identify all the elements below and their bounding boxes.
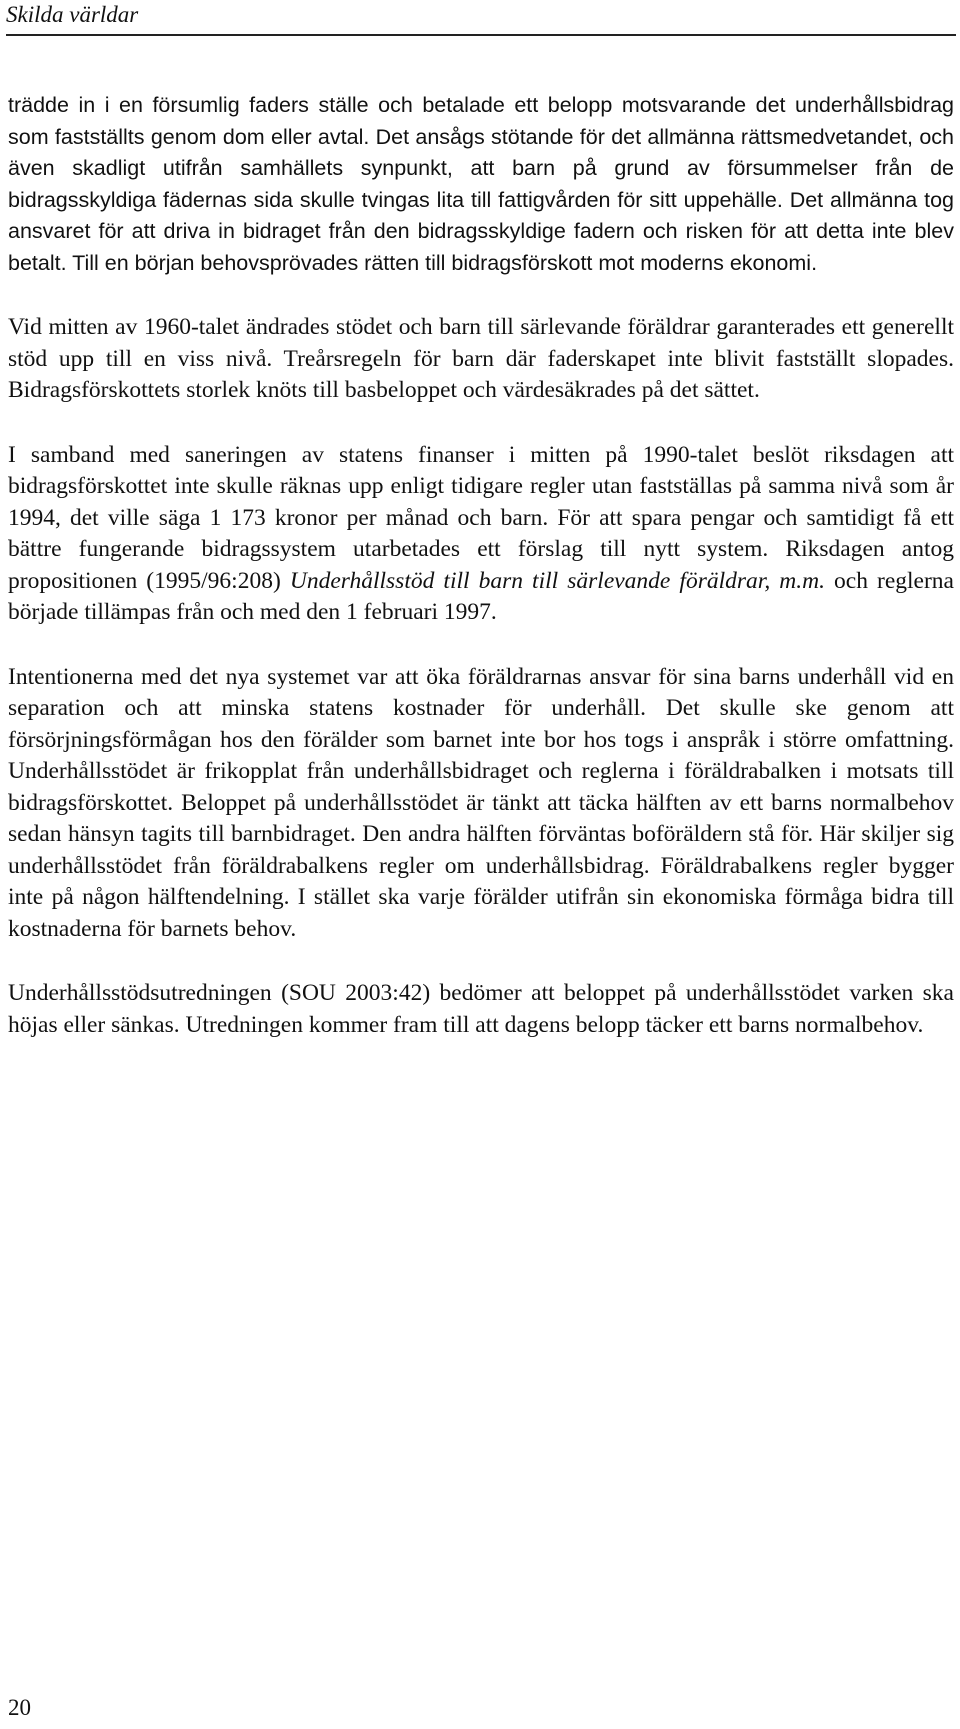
paragraph-1 [8, 90, 954, 279]
paragraph-3-text-b: och reglerna började tillämpas från och med den 1 februari 1997. [8, 567, 954, 625]
paragraph-4: Intentionerna med det nya systemet var att öka föräldrarnas ansvar för sina barns underhåll vid en separation och att minska statens kostnader för underhåll. Det skulle ske genom att försörjningsförmågan hos den förälder som barnet inte bor hos togs i anspråk i större omfattning. Underhållsstödet är frikopplat från underhållsbidraget och reglerna i föräldrabalken i motsats till bidragsförskottet. Beloppet på underhållsstödet är tänkt att täcka hälften av ett barns normalbehov sedan hänsyn tagits till barnbidraget. Den andra hälften förväntas boföräldern stå för. Här skiljer sig underhållsstödet från föräldrabalkens regler om underhållsbidrag. Föräldrabalkens regler bygger inte på någon hälftendelning. I stället ska varje förälder utifrån sin ekonomiska förmåga bidra till kostnaderna för barnets behov. [8, 663, 954, 942]
body-text [8, 90, 954, 1074]
page-number: 20 [8, 1695, 31, 1720]
proposition-title: Underhållsstöd till barn till särlevande föräldrar, m.m. [289, 567, 825, 594]
paragraph-3 [8, 440, 954, 629]
paragraph-2: Vid mitten av 1960-talet ändrades stödet och barn till särlevande föräldrar garanterades ett generellt stöd upp till en viss nivå. Treårsregeln för barn där faderskapet inte blivit fastställt slopades. Bidragsförskottets storlek knöts till basbeloppet och värdesäkrades på det sättet. [8, 314, 954, 403]
paragraph-1-text: trädde in i en försumlig faders ställe och betalade ett belopp motsvarande det underhållsbidrag som fastställts genom dom eller avtal. Det ansågs stötande för det allmänna rättsmedvetandet, och även skadligt utifrån samhällets synpunkt, att barn på grund av försummelser från de bidragsskyldiga fädernas sida skulle tvingas lita till fattigvården för sitt uppehälle. Det allmänna tog ansvaret för att driva in bidraget från den bidragsskyldige fadern och risken för att detta inte blev betalt. Till en början behovsprövades rätten till bidragsförskott mot moderns ekonomi. [8, 93, 954, 275]
paragraph-5: Underhållsstödsutredningen (SOU 2003:42) bedömer att beloppet på underhållsstödet varken ska höjas eller sänkas. Utredningen kommer fram till att dagens belopp täcker ett barns normalbehov. [8, 980, 954, 1038]
running-header: Skilda världar [6, 0, 956, 36]
paragraph-3-text-a: I samband med saneringen av statens finanser i mitten på 1990-talet beslöt riksdagen att bidragsförskottet inte skulle räknas upp enligt tidigare regler utan fastställas på samma nivå som år 1994, det ville säga 1 173 kronor per månad och barn. För att spara pengar och samtidigt få ett bättre fungerande bidragssystem utarbetades ett förslag till nytt system. Riksdagen antog propositionen (1995/96:208) [8, 441, 954, 594]
